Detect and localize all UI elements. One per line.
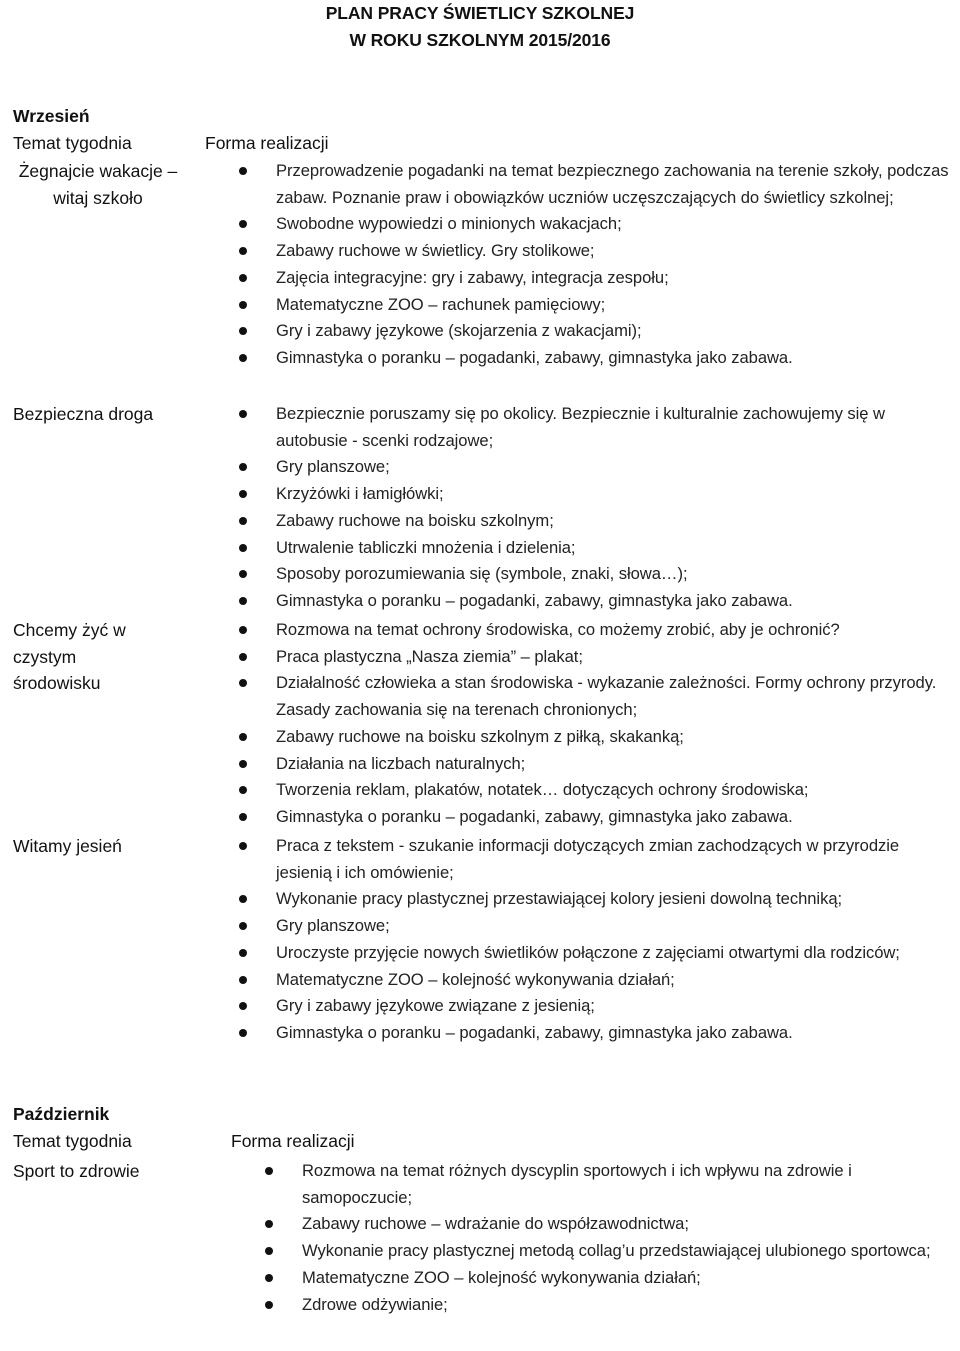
week-topic: Witamy jesień [13, 836, 122, 856]
column-header-topic: Temat tygodnia [13, 1131, 132, 1151]
week-topic: Chcemy żyć w czystym środowisku [13, 620, 126, 694]
list-item: Działalność człowieka a stan środowiska - wykazanie zależności. Formy ochrony przyrody. Zasady zachowania się na terenach chronionych; [239, 670, 957, 723]
activity-list [239, 401, 957, 615]
column-header-form: Forma realizacji [231, 1131, 355, 1151]
list-item: Wykonanie pracy plastycznej metodą collag’u przedstawiającej ulubionego sportowca; [265, 1238, 955, 1265]
month-heading-october: Październik [13, 1104, 110, 1124]
column-header-topic: Temat tygodnia [13, 133, 132, 153]
list-item: Zabawy ruchowe w świetlicy. Gry stolikowe; [239, 238, 957, 265]
activity-list [239, 158, 957, 372]
list-item: Działania na liczbach naturalnych; [239, 751, 957, 778]
column-header-form: Forma realizacji [205, 133, 329, 153]
list-item: Zabawy ruchowe – wdrażanie do współzawodnictwa; [265, 1211, 955, 1238]
list-item: Tworzenia reklam, plakatów, notatek… dotyczących ochrony środowiska; [239, 777, 957, 804]
list-item: Swobodne wypowiedzi o minionych wakacjach; [239, 211, 957, 238]
list-item: Gry planszowe; [239, 454, 957, 481]
list-item: Przeprowadzenie pogadanki na temat bezpiecznego zachowania na terenie szkoły, podczas zabaw. Poznanie praw i obowiązków uczniów uczęszczających do świetlicy szkolnej; [239, 158, 957, 211]
list-item: Gimnastyka o poranku – pogadanki, zabawy, gimnastyka jako zabawa. [239, 1020, 957, 1047]
list-item: Gry planszowe; [239, 913, 957, 940]
list-item: Krzyżówki i łamigłówki; [239, 481, 957, 508]
list-item: Gimnastyka o poranku – pogadanki, zabawy, gimnastyka jako zabawa. [239, 804, 957, 831]
list-item: Zabawy ruchowe na boisku szkolnym z piłką, skakanką; [239, 724, 957, 751]
list-item: Zdrowe odżywianie; [265, 1292, 955, 1319]
list-item: Gimnastyka o poranku – pogadanki, zabawy, gimnastyka jako zabawa. [239, 588, 957, 615]
list-item: Zajęcia integracyjne: gry i zabawy, integracja zespołu; [239, 265, 957, 292]
month-heading-september: Wrzesień [13, 106, 90, 126]
list-item: Wykonanie pracy plastycznej przestawiającej kolory jesieni dowolną techniką; [239, 886, 957, 913]
activity-list [265, 1158, 955, 1318]
list-item: Uroczyste przyjęcie nowych świetlików połączone z zajęciami otwartymi dla rodziców; [239, 940, 957, 967]
list-item: Praca z tekstem - szukanie informacji dotyczących zmian zachodzących w przyrodzie jesienią i ich omówienie; [239, 833, 957, 886]
list-item: Praca plastyczna „Nasza ziemia” – plakat; [239, 644, 957, 671]
document-subtitle: W ROKU SZKOLNYM 2015/2016 [349, 30, 611, 50]
list-item: Matematyczne ZOO – kolejność wykonywania działań; [265, 1265, 955, 1292]
list-item: Rozmowa na temat różnych dyscyplin sportowych i ich wpływu na zdrowie i samopoczucie; [265, 1158, 955, 1211]
week-topic: Bezpieczna droga [13, 404, 154, 424]
activity-list [239, 617, 957, 831]
list-item: Sposoby porozumiewania się (symbole, znaki, słowa…); [239, 561, 957, 588]
list-item: Zabawy ruchowe na boisku szkolnym; [239, 508, 957, 535]
list-item: Utrwalenie tabliczki mnożenia i dzielenia; [239, 535, 957, 562]
list-item: Gry i zabawy językowe (skojarzenia z wakacjami); [239, 318, 957, 345]
list-item: Bezpiecznie poruszamy się po okolicy. Bezpiecznie i kulturalnie zachowujemy się w autobusie - scenki rodzajowe; [239, 401, 957, 454]
list-item: Matematyczne ZOO – rachunek pamięciowy; [239, 292, 957, 319]
activity-list [239, 833, 957, 1047]
week-topic: Żegnajcie wakacje – witaj szkoło [18, 161, 178, 208]
list-item: Gry i zabawy językowe związane z jesienią; [239, 993, 957, 1020]
week-topic: Sport to zdrowie [13, 1161, 140, 1181]
list-item: Gimnastyka o poranku – pogadanki, zabawy, gimnastyka jako zabawa. [239, 345, 957, 372]
list-item: Matematyczne ZOO – kolejność wykonywania działań; [239, 967, 957, 994]
document-title: PLAN PRACY ŚWIETLICY SZKOLNEJ [325, 3, 635, 23]
list-item: Rozmowa na temat ochrony środowiska, co możemy zrobić, aby je ochronić? [239, 617, 957, 644]
